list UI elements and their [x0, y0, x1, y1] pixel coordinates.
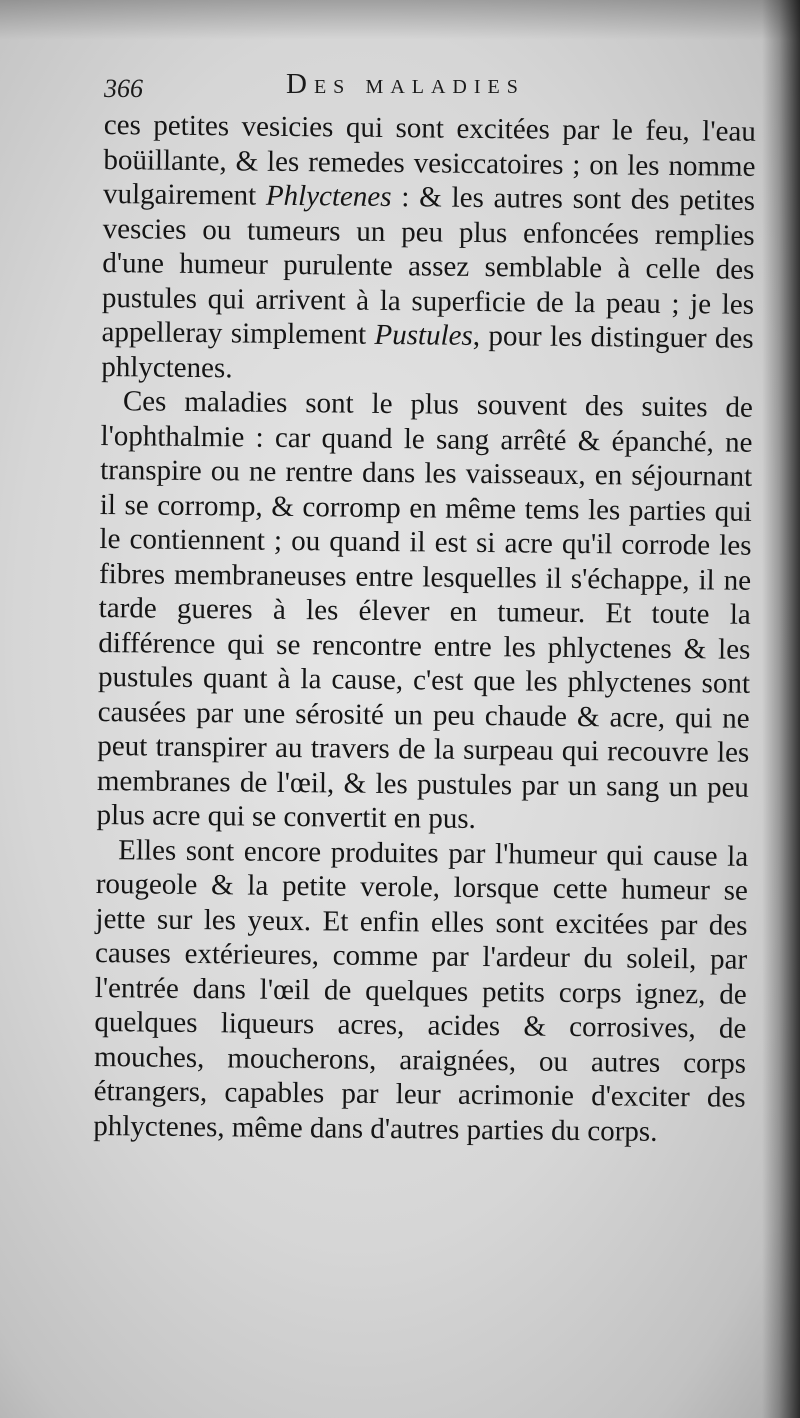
- paragraph: [96, 384, 753, 839]
- text-run: , pour les distinguer des phlyctenes.: [101, 319, 754, 384]
- text-run: Ces maladies sont le plus souvent des suites de l'ophthalmie : car quand le sang arrêté & épanché, ne transpire ou ne rentre dans les vaisseaux, en séjournant il se corromp, & corromp en même tems les parties qui le contiennent ; ou quand il est si acre qu'il corrode les fibres membraneuses entre lesquelles il s'échappe, il ne tarde gueres à les élever en tumeur. Et toute la différence qui se rencontre entre les phlyctenes & les pustules quant à la cause, c'est que les phlyctenes sont causées par une sérosité un peu chaude & acre, qui ne peut transpirer au travers de la surpeau qui recouvre les membranes de l'œil, & les pustules par un sang un peu plus acre qui se convertit en pus.: [96, 385, 754, 835]
- running-title: Des maladies: [286, 68, 525, 100]
- page-edge-shadow: [762, 0, 800, 1418]
- page-number: 366: [104, 74, 143, 103]
- italic-term: Pustules: [374, 318, 473, 352]
- page-top-shadow: [0, 0, 800, 40]
- italic-term: Phlyctenes: [265, 179, 392, 214]
- text-run: ces petites vesicies qui sont excitées par le feu, l'eau boüillante, & les remedes vesiccatoires ; on les nomme vulgairement: [102, 108, 756, 212]
- running-head: [104, 68, 764, 112]
- text-run: Elles sont encore produites par l'humeur qui cause la rougeole & la petite verole, lorsque cette humeur se jette sur les yeux. Et enfin elles sont excitées par des causes extérieures, comme par l'ardeur du soleil, par l'entrée dans l'œil de quelques petits corps ignez, de quelques liqueurs acres, acides & corrosives, de mouches, moucherons, araignées, ou autres corps étrangers, capables par leur acrimonie d'exciter des phlyctenes, même dans d'autres parties du corps.: [93, 833, 749, 1148]
- paragraph: [93, 832, 748, 1149]
- body-text: [93, 108, 756, 1150]
- text-run: : & les autres sont des petites vescies ou tumeurs un peu plus enfoncées remplies d'une humeur purulente assez semblable à celle des pustules qui arrivent à la superficie de la peau ; je les appelleray simplement: [101, 181, 756, 351]
- paragraph: [101, 108, 756, 391]
